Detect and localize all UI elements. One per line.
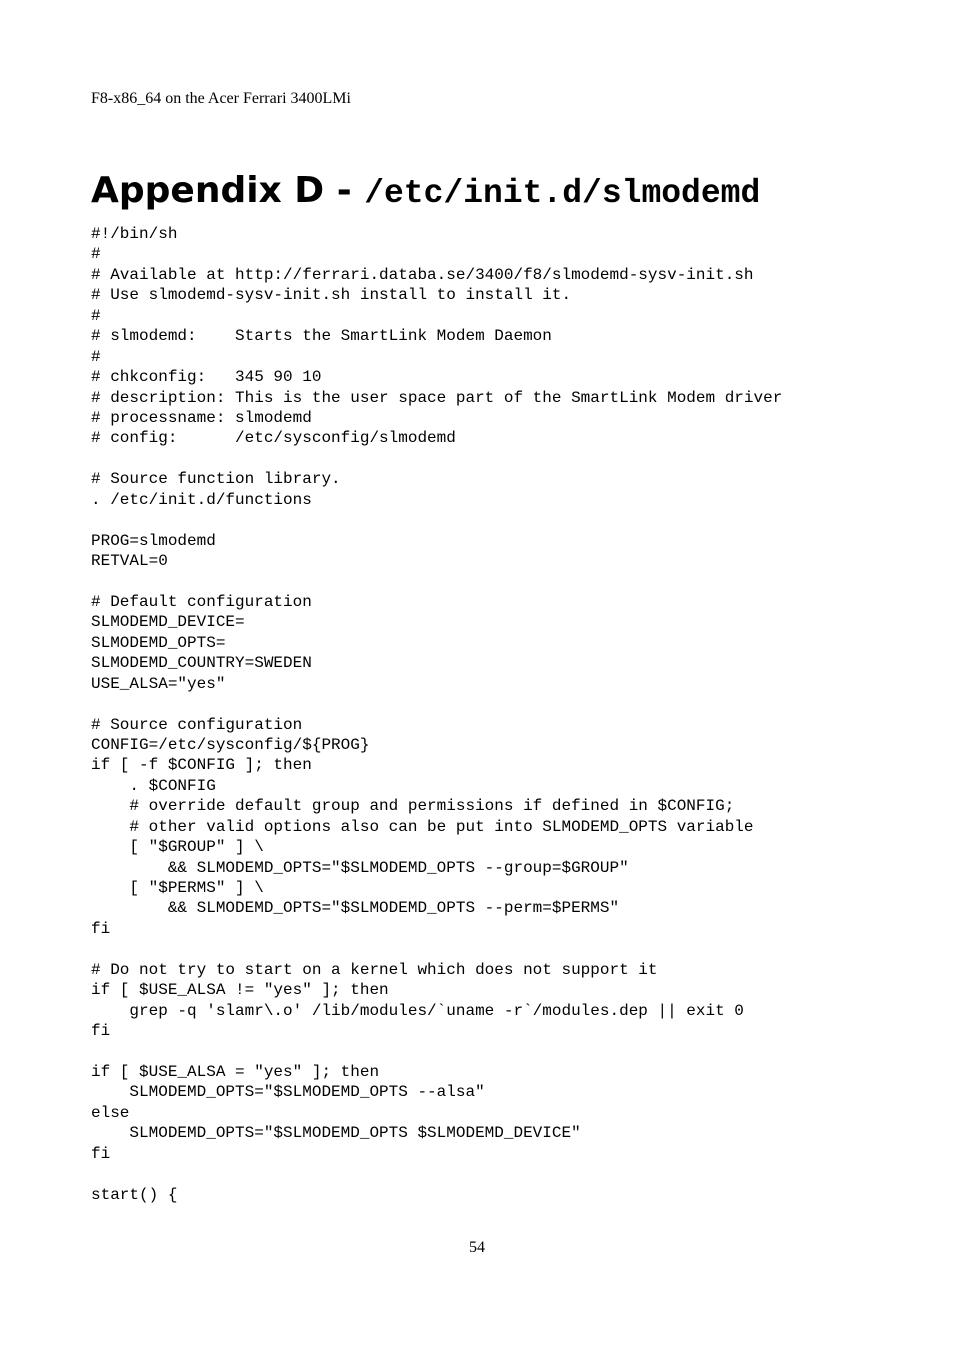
code-line: start() { bbox=[91, 1185, 178, 1204]
code-line: # chkconfig: 345 90 10 bbox=[91, 368, 322, 387]
code-line bbox=[91, 939, 782, 959]
code-line: PROG=slmodemd bbox=[91, 531, 216, 550]
code-line: # bbox=[91, 347, 101, 366]
code-line: SLMODEMD_OPTS="$SLMODEMD_OPTS $SLMODEMD_DEVICE" bbox=[91, 1124, 581, 1143]
code-line bbox=[91, 449, 782, 469]
running-header: F8-x86_64 on the Acer Ferrari 3400LMi bbox=[91, 90, 351, 107]
code-line: . /etc/init.d/functions bbox=[91, 490, 312, 509]
code-line: SLMODEMD_OPTS="$SLMODEMD_OPTS --alsa" bbox=[91, 1083, 485, 1102]
code-line: fi bbox=[91, 919, 111, 938]
page-title bbox=[91, 168, 760, 221]
code-line bbox=[91, 571, 782, 591]
code-line: else bbox=[91, 1103, 130, 1122]
code-line: if [ -f $CONFIG ]; then bbox=[91, 756, 312, 775]
code-line: fi bbox=[91, 1144, 111, 1163]
code-line: # Source configuration bbox=[91, 715, 303, 734]
code-line: # Use slmodemd-sysv-init.sh install to install it. bbox=[91, 286, 572, 305]
code-line: grep -q 'slamr\.o' /lib/modules/`uname -r`/modules.dep || exit 0 bbox=[91, 1001, 744, 1020]
code-line: && SLMODEMD_OPTS="$SLMODEMD_OPTS --group=$GROUP" bbox=[91, 858, 629, 877]
code-line: # Default configuration bbox=[91, 592, 312, 611]
code-line: CONFIG=/etc/sysconfig/${PROG} bbox=[91, 735, 370, 754]
code-line: # config: /etc/sysconfig/slmodemd bbox=[91, 429, 456, 448]
code-line: if [ $USE_ALSA != "yes" ]; then bbox=[91, 981, 389, 1000]
code-line: #!/bin/sh bbox=[91, 225, 178, 243]
code-listing bbox=[91, 224, 782, 1205]
code-line: && SLMODEMD_OPTS="$SLMODEMD_OPTS --perm=$PERMS" bbox=[91, 899, 620, 918]
page-title-text: Appendix D - bbox=[91, 170, 365, 211]
code-line: # processname: slmodemd bbox=[91, 408, 312, 427]
code-line: # bbox=[91, 306, 101, 325]
code-line bbox=[91, 510, 782, 530]
code-line: # Available at http://ferrari.databa.se/3400/f8/slmodemd-sysv-init.sh bbox=[91, 265, 754, 284]
code-line: [ "$PERMS" ] \ bbox=[91, 879, 264, 897]
code-line: RETVAL=0 bbox=[91, 552, 168, 570]
code-line: # bbox=[91, 245, 101, 264]
code-line: SLMODEMD_DEVICE= bbox=[91, 613, 245, 632]
code-line: # override default group and permissions if defined in $CONFIG; bbox=[91, 797, 735, 816]
code-line: USE_ALSA="yes" bbox=[91, 674, 226, 693]
code-line bbox=[91, 1164, 782, 1184]
code-line: SLMODEMD_OPTS= bbox=[91, 633, 226, 652]
code-line: # other valid options also can be put into SLMODEMD_OPTS variable bbox=[91, 817, 754, 836]
code-line: [ "$GROUP" ] \ bbox=[91, 838, 264, 857]
code-line: if [ $USE_ALSA = "yes" ]; then bbox=[91, 1062, 380, 1081]
code-line: SLMODEMD_COUNTRY=SWEDEN bbox=[91, 654, 312, 673]
code-line: # Do not try to start on a kernel which does not support it bbox=[91, 960, 658, 979]
code-line: # Source function library. bbox=[91, 470, 341, 489]
code-line bbox=[91, 694, 782, 714]
page-number: 54 bbox=[469, 1239, 485, 1256]
code-line: # slmodemd: Starts the SmartLink Modem Daemon bbox=[91, 327, 552, 346]
code-line bbox=[91, 1042, 782, 1062]
code-line: . $CONFIG bbox=[91, 776, 216, 795]
page-title-path: /etc/init.d/slmodemd bbox=[364, 175, 761, 212]
code-line: fi bbox=[91, 1022, 111, 1041]
code-line: # description: This is the user space part of the SmartLink Modem driver bbox=[91, 388, 783, 407]
